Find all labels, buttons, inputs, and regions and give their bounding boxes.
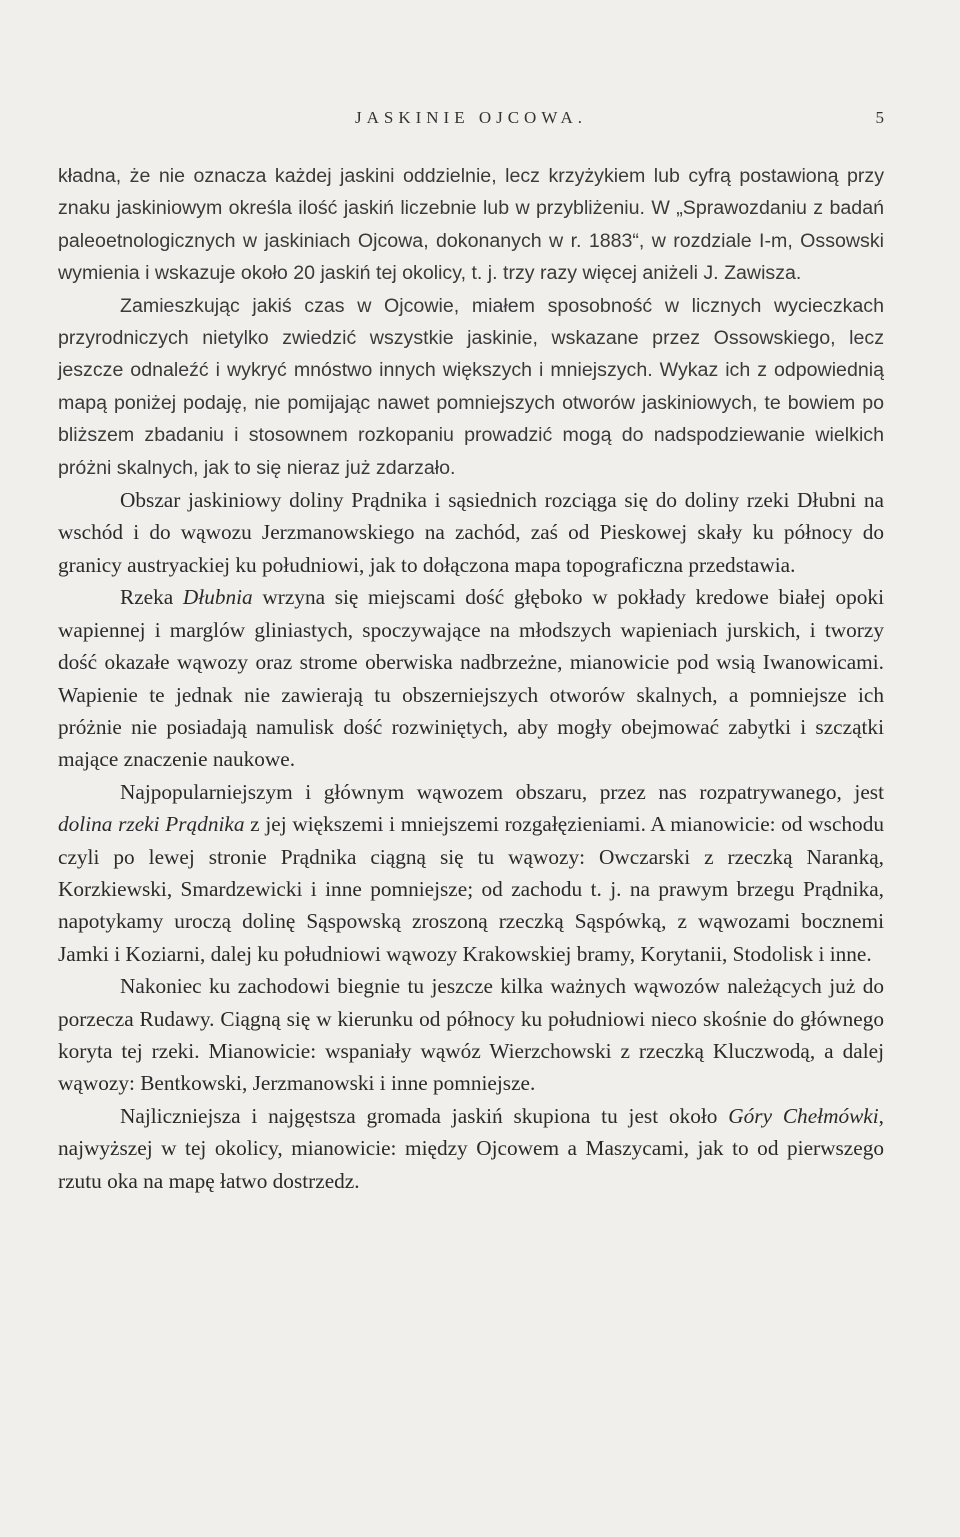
page-number: 5 <box>875 108 884 127</box>
running-head <box>58 108 884 138</box>
emphasized-term: dolina rzeki Prądnika <box>58 812 245 837</box>
paragraph <box>58 776 884 970</box>
emphasized-term: Dłubnia <box>182 585 253 610</box>
paragraph: Nakoniec ku zachodowi biegnie tu jeszcze kilka ważnych wąwozów należących już do porzecza Rudawy. Ciągną się w kierunku od północy ku południowi nieco skośnie do głównego koryta tej rzeki. Mianowicie: wspaniały wąwóz Wierzchowski z rzeczką Kluczwodą, a dalej wąwozy: Bentkowski, Jerzmanowski i inne pomniejsze. <box>58 974 884 1096</box>
paragraph-text: Najpopularniejszym i głównym wąwozem obszaru, przez nas rozpatrywanego, jest <box>120 779 884 804</box>
paragraph <box>58 581 884 775</box>
paragraph-text: z jej większemi i mniejszemi rozgałęzieniami. A mianowicie: od wschodu czyli po lewej stronie Prądnika ciągną się tu wąwozy: Owczarski z rzeczką Naranką, Korzkiewski, Smardzewicki i inne pomniejsze; od zachodu t. j. na prawym brzegu Prądnika, napotykamy uroczą dolinę Sąspowską zroszoną rzeczką Sąspówką, z wąwozami bocznemi Jamki i Koziarni, dalej ku południowi wąwozy Krakowskiej bramy, Korytanii, Stodolisk i inne. <box>58 812 884 966</box>
paragraph-text: , najwyższej w tej okolicy, mianowicie: między Ojcowem a Maszycami, jak to od pierwszego rzutu oka na mapę łatwo dostrzedz. <box>58 1103 884 1193</box>
paragraph-text: Rzeka <box>120 585 183 610</box>
body-text <box>58 160 884 1197</box>
paragraph: Obszar jaskiniowy doliny Prądnika i sąsiednich rozciąga się do doliny rzeki Dłubni na wschód i do wąwozu Jerzmanowskiego na zachód, zaś od Pieskowej skały ku północy do granicy austryackiej ku południowi, jak to dołączona mapa topograficzna przedstawia. <box>58 488 884 577</box>
paragraph-text: Najliczniejsza i najgęstsza gromada jaskiń skupiona tu jest około <box>120 1103 729 1128</box>
paragraph-text: wrzyna się miejscami dość głęboko w pokłady kredowe białej opoki wapiennej i marglów gliniastych, spoczywające na młodszych wapieniach jurskich, i tworzy dość okazałe wąwozy oraz strome oberwiska nadbrzeżne, mianowicie pod wsią Iwanowicami. Wapienie te jednak nie zawierają tu obszerniejszych otworów skalnych, a pomniejsze ich próżnie nie posiadają namulisk dość rozwiniętych, aby mogły obejmować zabytki i szczątki mające znaczenie naukowe. <box>58 585 884 772</box>
paragraph: kładna, że nie oznacza każdej jaskini oddzielnie, lecz krzyżykiem lub cyfrą postawioną przy znaku jaskiniowym określa ilość jaskiń liczebnie lub w przybliżeniu. W „Sprawozdaniu z badań paleoetnologicznych w jaskiniach Ojcowa, dokonanych w r. 1883“, w rozdziale I-m, Ossowski wymienia i wskazuje około 20 jaskiń tej okolicy, t. j. trzy razy więcej aniżeli J. Zawisza. <box>58 165 884 285</box>
running-title: JASKINIE OJCOWA. <box>354 108 588 127</box>
paragraph: Zamieszkując jakiś czas w Ojcowie, miałem sposobność w licznych wycieczkach przyrodniczych nietylko zwiedzić wszystkie jaskinie, wskazane przez Ossowskiego, lecz jeszcze odnaleźć i wykryć mnóstwo innych większych i mniejszych. Wykaz ich z odpowiednią mapą poniżej podaję, nie pomijając nawet pomniejszych otworów jaskiniowych, te bowiem po bliższem zbadaniu i stosownem rozkopaniu prowadzić mogą do nadspodziewanie wielkich próżni skalnych, jak to się nieraz już zdarzało. <box>58 294 884 479</box>
emphasized-term: Góry Chełmówki <box>728 1103 879 1128</box>
paragraph <box>58 1100 884 1197</box>
